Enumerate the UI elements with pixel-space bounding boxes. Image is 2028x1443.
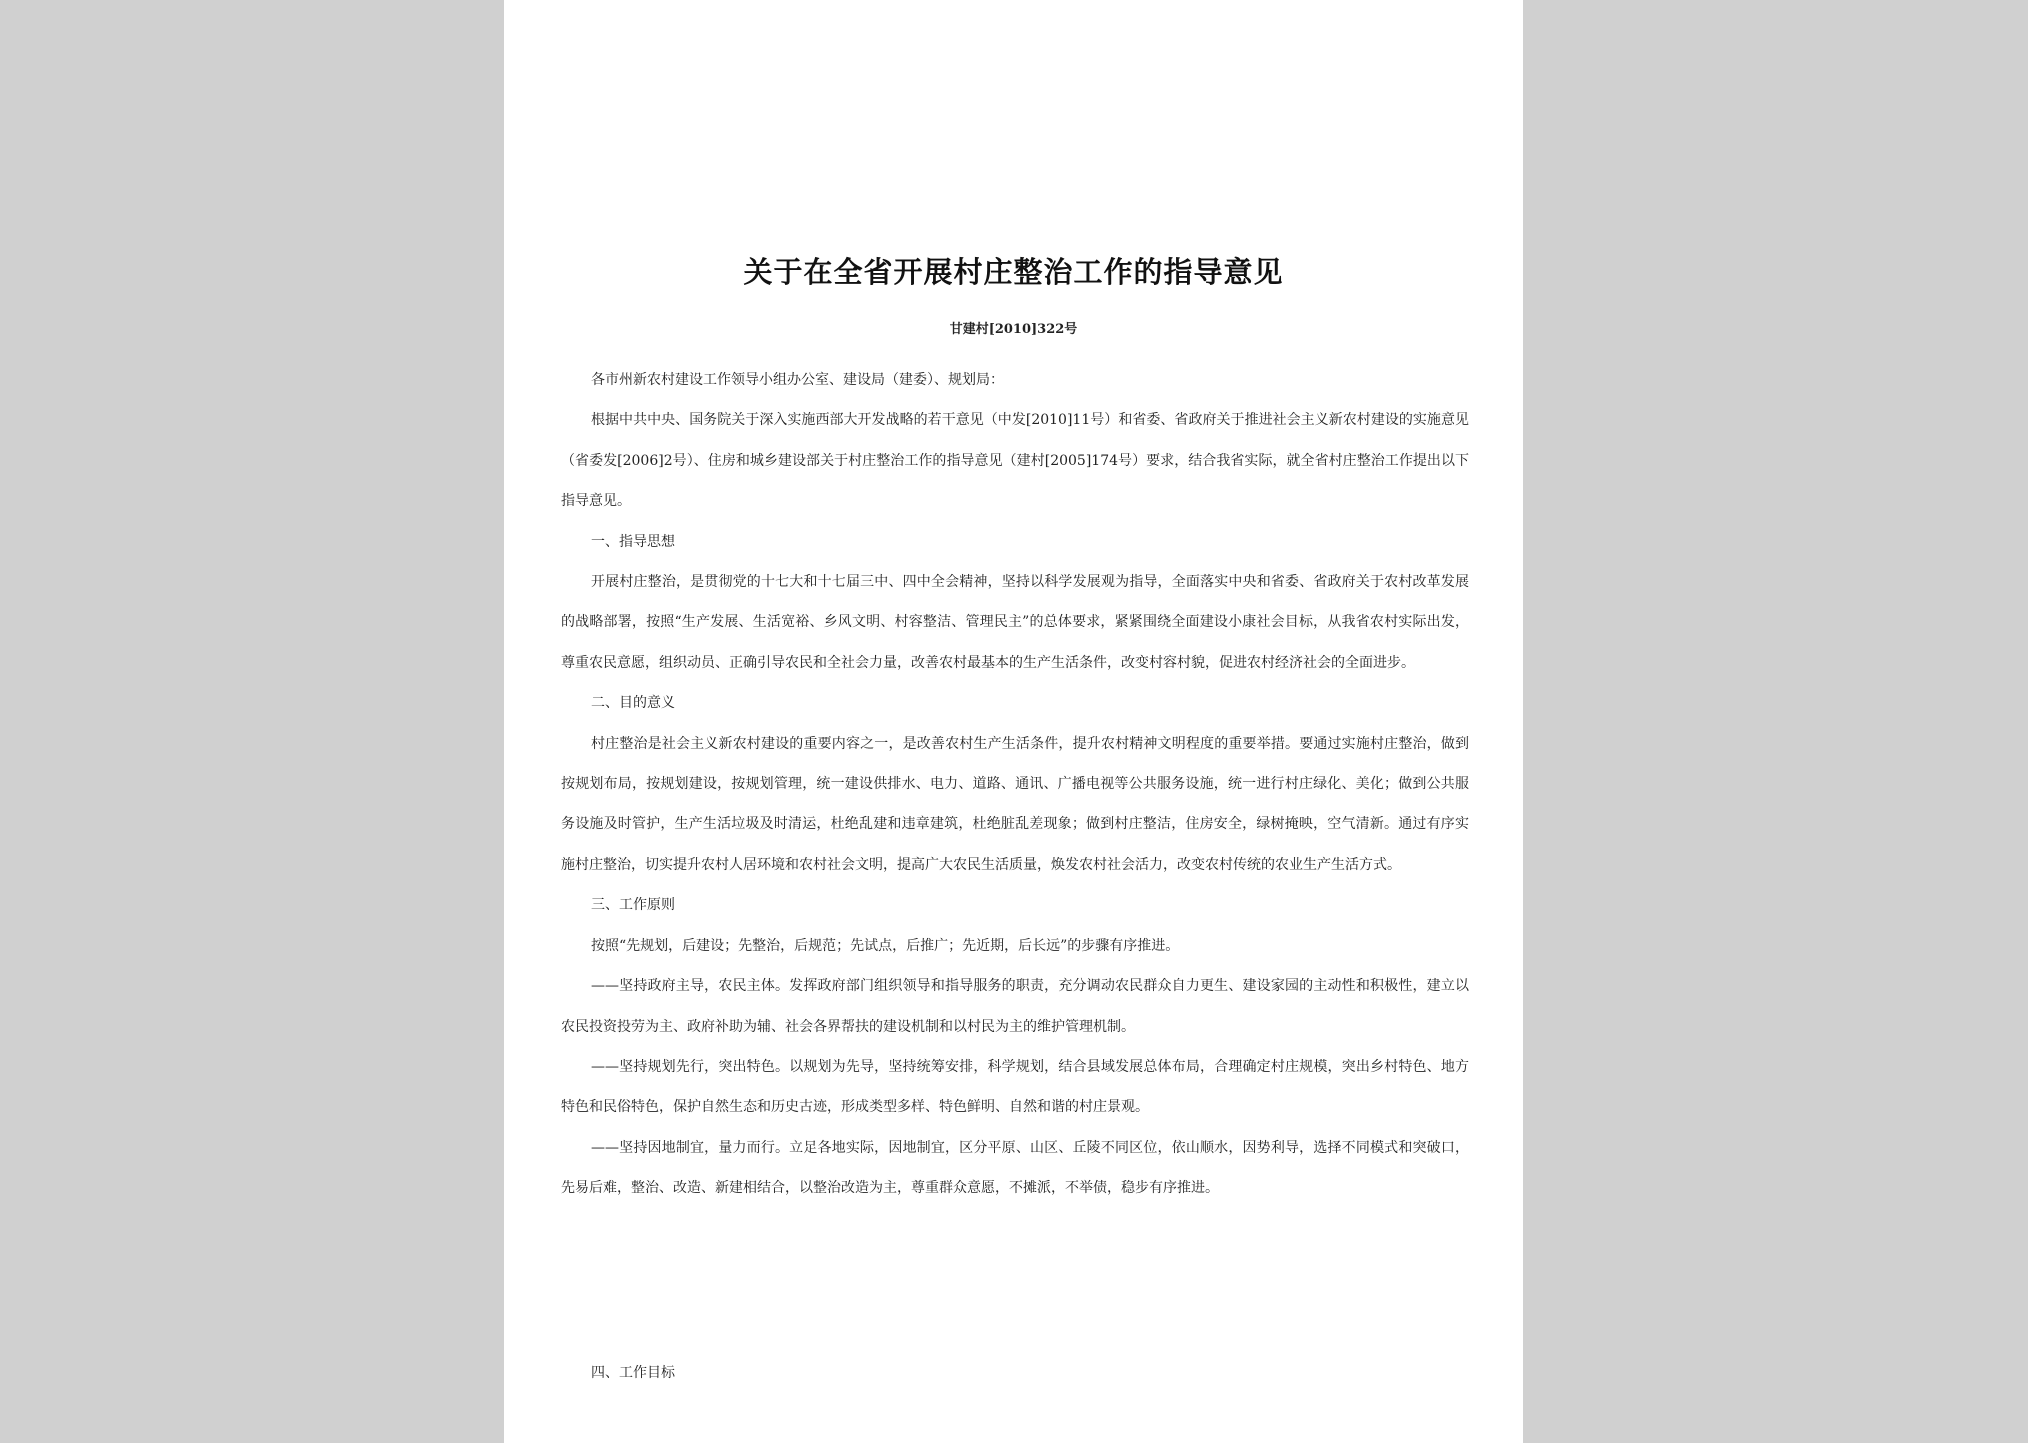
document-number: 甘建村[2010]322号: [949, 322, 1078, 337]
paragraph-principle-local-conditions: ——坚持因地制宜，量力而行。立足各地实际，因地制宜，区分平原、山区、丘陵不同区位，依山顺水，因势利导，选择不同模式和突破口，先易后难，整治、改造、新建相结合，以整治改造为主，尊重群众意愿，不摊派，不举债，稳步有序推进。: [561, 1139, 1469, 1197]
paragraph-principle-government-led: ——坚持政府主导，农民主体。发挥政府部门组织领导和指导服务的职责，充分调动农民群众自力更生、建设家园的主动性和积极性，建立以农民投资投劳为主、政府补助为辅、社会各界帮扶的建设机制和以村民为主的维护管理机制。: [561, 978, 1469, 1035]
paragraph-principles-steps: 按照“先规划，后建设；先整治，后规范；先试点，后推广；先近期，后长远”的步骤有序推进。: [591, 937, 1180, 954]
document-page: [504, 0, 1523, 1443]
paragraph-preamble: 根据中共中央、国务院关于深入实施西部大开发战略的若干意见（中发[2010]11号）和省委、省政府关于推进社会主义新农村建设的实施意见（省委发[2006]2号）、住房和城乡建设部关于村庄整治工作的指导意见（建村[2005]174号）要求，结合我省实际，就全省村庄整治工作提出以下指导意见。: [561, 412, 1469, 510]
paragraph-principle-planning-first: ——坚持规划先行，突出特色。以规划为先导，坚持统筹安排，科学规划，结合县域发展总体布局，合理确定村庄规模，突出乡村特色、地方特色和民俗特色，保护自然生态和历史古迹，形成类型多样、特色鲜明、自然和谐的村庄景观。: [561, 1058, 1469, 1116]
section-heading-goals: 四、工作目标: [591, 1365, 675, 1381]
document-title: 关于在全省开展村庄整治工作的指导意见: [743, 255, 1284, 289]
paragraph-addressee: 各市州新农村建设工作领导小组办公室、建设局（建委）、规划局：: [591, 372, 1004, 388]
paragraph-purpose: 村庄整治是社会主义新农村建设的重要内容之一，是改善农村生产生活条件，提升农村精神文明程度的重要举措。要通过实施村庄整治，做到按规划布局，按规划建设，按规划管理，统一建设供排水、电力、道路、通讯、广播电视等公共服务设施，统一进行村庄绿化、美化；做到公共服务设施及时管护，生产生活垃圾及时清运，杜绝乱建和违章建筑，杜绝脏乱差现象；做到村庄整洁，住房安全，绿树掩映，空气清新。通过有序实施村庄整治，切实提升农村人居环境和农村社会文明，提高广大农民生活质量，焕发农村社会活力，改变农村传统的农业生产生活方式。: [561, 735, 1469, 873]
section-heading-principles: 三、工作原则: [591, 897, 675, 914]
document-body: [561, 360, 1469, 1209]
section-heading-purpose: 二、目的意义: [591, 695, 675, 712]
section-heading-guiding-thought: 一、指导思想: [591, 533, 675, 550]
paragraph-guiding-thought: 开展村庄整治，是贯彻党的十七大和十七届三中、四中全会精神，坚持以科学发展观为指导，全面落实中央和省委、省政府关于农村改革发展的战略部署，按照“生产发展、生活宽裕、乡风文明、村容整洁、管理民主”的总体要求，紧紧围绕全面建设小康社会目标，从我省农村实际出发，尊重农民意愿，组织动员、正确引导农民和全社会力量，改善农村最基本的生产生活条件，改变村容村貌，促进农村经济社会的全面进步。: [561, 574, 1469, 671]
